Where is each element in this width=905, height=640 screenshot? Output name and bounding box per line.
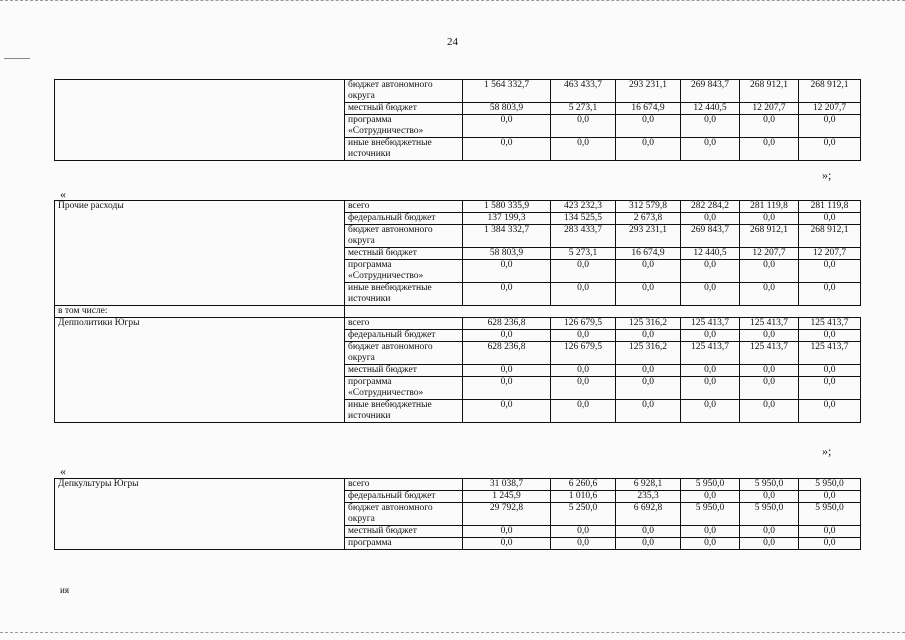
table-block-2: [54, 200, 861, 423]
row-label: программа «Сотрудничество»: [345, 115, 463, 138]
value-cell: 0,0: [463, 365, 551, 377]
value-cell: 1 245,9: [463, 491, 551, 503]
value-cell: 125 413,7: [740, 318, 799, 330]
value-cell: 0,0: [551, 330, 616, 342]
value-cell: 268 912,1: [740, 80, 799, 103]
value-cell: 5 950,0: [799, 503, 861, 526]
section-title-cell: [55, 115, 345, 138]
row-label: программа: [345, 538, 463, 550]
value-cell: 0,0: [799, 213, 861, 225]
value-cell: 0,0: [681, 115, 740, 138]
section-title-cell: [55, 400, 345, 423]
value-cell: 0,0: [551, 365, 616, 377]
value-cell: 12 440,5: [681, 103, 740, 115]
table-row: [55, 283, 861, 306]
table-row: [55, 138, 861, 161]
value-cell: 0,0: [681, 491, 740, 503]
value-cell: 283 433,7: [551, 225, 616, 248]
value-cell: 0,0: [616, 538, 681, 550]
value-cell: 628 236,8: [463, 342, 551, 365]
value-cell: 2 673,8: [616, 213, 681, 225]
value-cell: 0,0: [799, 538, 861, 550]
row-label: иные внебюджетные источники: [345, 138, 463, 161]
table-row: [55, 201, 861, 213]
table-row: [55, 538, 861, 550]
table-block-1: [54, 79, 861, 161]
value-cell: 0,0: [740, 213, 799, 225]
value-cell: 1 564 332,7: [463, 80, 551, 103]
value-cell: 0,0: [681, 260, 740, 283]
row-label: иные внебюджетные источники: [345, 283, 463, 306]
row-label: всего: [345, 201, 463, 213]
value-cell: 12 440,5: [681, 248, 740, 260]
section-title-cell: [55, 213, 345, 225]
value-cell: 125 413,7: [681, 342, 740, 365]
value-cell: 0,0: [681, 138, 740, 161]
value-cell: 125 316,2: [616, 342, 681, 365]
value-cell: 0,0: [740, 526, 799, 538]
value-cell: 0,0: [463, 330, 551, 342]
value-cell: 0,0: [616, 400, 681, 423]
value-cell: 0,0: [799, 138, 861, 161]
value-cell: 0,0: [463, 377, 551, 400]
value-cell: 0,0: [681, 526, 740, 538]
value-cell: 0,0: [799, 526, 861, 538]
row-label: бюджет автономного округа: [345, 225, 463, 248]
value-cell: 0,0: [616, 365, 681, 377]
table-row: [55, 306, 861, 318]
value-cell: 0,0: [740, 138, 799, 161]
close-quote-1: »;: [822, 168, 832, 182]
table-row: [55, 260, 861, 283]
value-cell: 12 207,7: [799, 248, 861, 260]
value-cell: 0,0: [463, 400, 551, 423]
top-scan-edge: [0, 0, 905, 4]
section-title-cell: [55, 80, 345, 103]
value-cell: 126 679,5: [551, 318, 616, 330]
table-row: [55, 225, 861, 248]
section-title-cell: [55, 491, 345, 503]
section-title-cell: [55, 283, 345, 306]
value-cell: 293 231,1: [616, 80, 681, 103]
value-cell: 0,0: [681, 213, 740, 225]
value-cell: 0,0: [740, 115, 799, 138]
value-cell: 58 803,9: [463, 103, 551, 115]
value-cell: 5 273,1: [551, 103, 616, 115]
row-label: местный бюджет: [345, 526, 463, 538]
value-cell: 0,0: [740, 491, 799, 503]
row-label: всего: [345, 318, 463, 330]
value-cell: 6 928,1: [616, 479, 681, 491]
row-label: бюджет автономного округа: [345, 503, 463, 526]
page-number: 24: [447, 36, 458, 48]
section-title-cell: [55, 330, 345, 342]
value-cell: 0,0: [740, 365, 799, 377]
table-row: [55, 400, 861, 423]
section-title-cell: [55, 342, 345, 365]
value-cell: 0,0: [799, 260, 861, 283]
table-row: [55, 479, 861, 491]
value-cell: 125 413,7: [799, 342, 861, 365]
value-cell: 5 250,0: [551, 503, 616, 526]
row-label: бюджет автономного округа: [345, 342, 463, 365]
value-cell: 293 231,1: [616, 225, 681, 248]
value-cell: 0,0: [616, 526, 681, 538]
value-cell: 31 038,7: [463, 479, 551, 491]
value-cell: 5 273,1: [551, 248, 616, 260]
value-cell: 0,0: [681, 330, 740, 342]
value-cell: 16 674,9: [616, 248, 681, 260]
section-title-cell: [55, 538, 345, 550]
section-title-cell: [55, 526, 345, 538]
value-cell: 0,0: [463, 138, 551, 161]
value-cell: 0,0: [616, 377, 681, 400]
section-title-cell: [55, 248, 345, 260]
row-label: иные внебюджетные источники: [345, 400, 463, 423]
value-cell: 16 674,9: [616, 103, 681, 115]
section-title-cell: [55, 365, 345, 377]
section-title-cell: Депполитики Югры: [55, 318, 345, 330]
value-cell: 463 433,7: [551, 80, 616, 103]
value-cell: 0,0: [551, 526, 616, 538]
value-cell: 134 525,5: [551, 213, 616, 225]
value-cell: 12 207,7: [740, 248, 799, 260]
row-label: программа «Сотрудничество»: [345, 377, 463, 400]
value-cell: 0,0: [681, 538, 740, 550]
value-cell: 0,0: [616, 330, 681, 342]
section-title-cell: [55, 138, 345, 161]
value-cell: 0,0: [740, 330, 799, 342]
value-cell: 0,0: [551, 260, 616, 283]
table-row: [55, 115, 861, 138]
row-label: бюджет автономного округа: [345, 80, 463, 103]
value-cell: 423 232,3: [551, 201, 616, 213]
subheader-cell: в том числе:: [55, 306, 345, 318]
row-label: местный бюджет: [345, 248, 463, 260]
value-cell: 0,0: [551, 400, 616, 423]
value-cell: 0,0: [681, 400, 740, 423]
table-row: [55, 318, 861, 330]
table-row: [55, 526, 861, 538]
value-cell: 268 912,1: [799, 225, 861, 248]
table-row: [55, 248, 861, 260]
section-title-cell: [55, 225, 345, 248]
value-cell: 628 236,8: [463, 318, 551, 330]
table-row: [55, 330, 861, 342]
value-cell: 6 692,8: [616, 503, 681, 526]
open-quote-2: «: [60, 187, 66, 201]
value-cell: 281 119,8: [740, 201, 799, 213]
value-cell: 268 912,1: [740, 225, 799, 248]
value-cell: 29 792,8: [463, 503, 551, 526]
value-cell: 312 579,8: [616, 201, 681, 213]
value-cell: 0,0: [463, 260, 551, 283]
table-row: [55, 213, 861, 225]
value-cell: 0,0: [463, 283, 551, 306]
value-cell: 0,0: [799, 491, 861, 503]
value-cell: 0,0: [551, 138, 616, 161]
section-title-cell: Депкультуры Югры: [55, 479, 345, 491]
table-row: [55, 342, 861, 365]
value-cell: 0,0: [551, 283, 616, 306]
value-cell: 0,0: [551, 538, 616, 550]
table-row: [55, 503, 861, 526]
value-cell: 0,0: [799, 365, 861, 377]
value-cell: 1 580 335,9: [463, 201, 551, 213]
value-cell: 5 950,0: [740, 479, 799, 491]
value-cell: 6 260,6: [551, 479, 616, 491]
row-label: федеральный бюджет: [345, 491, 463, 503]
empty-cell: [345, 306, 861, 318]
value-cell: 282 284,2: [681, 201, 740, 213]
value-cell: 0,0: [616, 138, 681, 161]
value-cell: 0,0: [799, 115, 861, 138]
table-row: [55, 491, 861, 503]
value-cell: 0,0: [740, 377, 799, 400]
section-title-cell: [55, 503, 345, 526]
value-cell: 0,0: [681, 377, 740, 400]
value-cell: 0,0: [463, 538, 551, 550]
value-cell: 1 010,6: [551, 491, 616, 503]
row-label: федеральный бюджет: [345, 330, 463, 342]
close-quote-2: »;: [822, 444, 832, 458]
value-cell: 0,0: [799, 400, 861, 423]
value-cell: 12 207,7: [740, 103, 799, 115]
value-cell: 235,3: [616, 491, 681, 503]
value-cell: 0,0: [740, 283, 799, 306]
bottom-scan-edge: [0, 632, 905, 633]
row-label: программа «Сотрудничество»: [345, 260, 463, 283]
value-cell: 0,0: [799, 283, 861, 306]
value-cell: 269 843,7: [681, 225, 740, 248]
value-cell: 0,0: [681, 365, 740, 377]
value-cell: 5 950,0: [740, 503, 799, 526]
value-cell: 0,0: [740, 260, 799, 283]
value-cell: 0,0: [463, 115, 551, 138]
value-cell: 1 384 332,7: [463, 225, 551, 248]
value-cell: 125 413,7: [681, 318, 740, 330]
section-title-cell: Прочие расходы: [55, 201, 345, 213]
value-cell: 0,0: [740, 400, 799, 423]
value-cell: 5 950,0: [799, 479, 861, 491]
value-cell: 12 207,7: [799, 103, 861, 115]
value-cell: 58 803,9: [463, 248, 551, 260]
value-cell: 125 413,7: [799, 318, 861, 330]
open-quote-3: «: [60, 464, 66, 478]
table-row: [55, 80, 861, 103]
value-cell: 268 912,1: [799, 80, 861, 103]
value-cell: 0,0: [551, 377, 616, 400]
value-cell: 0,0: [616, 115, 681, 138]
row-label: местный бюджет: [345, 103, 463, 115]
value-cell: 269 843,7: [681, 80, 740, 103]
margin-mark: [4, 58, 30, 59]
value-cell: 125 413,7: [740, 342, 799, 365]
row-label: всего: [345, 479, 463, 491]
row-label: федеральный бюджет: [345, 213, 463, 225]
value-cell: 0,0: [799, 377, 861, 400]
section-title-cell: [55, 103, 345, 115]
row-label: местный бюджет: [345, 365, 463, 377]
footnote: ия: [60, 585, 69, 595]
table-block-3: [54, 478, 861, 550]
value-cell: 0,0: [616, 260, 681, 283]
value-cell: 0,0: [740, 538, 799, 550]
value-cell: 0,0: [681, 283, 740, 306]
table-row: [55, 377, 861, 400]
value-cell: 137 199,3: [463, 213, 551, 225]
value-cell: 281 119,8: [799, 201, 861, 213]
value-cell: 0,0: [616, 283, 681, 306]
value-cell: 0,0: [551, 115, 616, 138]
value-cell: 5 950,0: [681, 479, 740, 491]
section-title-cell: [55, 260, 345, 283]
value-cell: 0,0: [799, 330, 861, 342]
section-title-cell: [55, 377, 345, 400]
table-row: [55, 365, 861, 377]
table-row: [55, 103, 861, 115]
value-cell: 0,0: [463, 526, 551, 538]
value-cell: 5 950,0: [681, 503, 740, 526]
value-cell: 125 316,2: [616, 318, 681, 330]
value-cell: 126 679,5: [551, 342, 616, 365]
